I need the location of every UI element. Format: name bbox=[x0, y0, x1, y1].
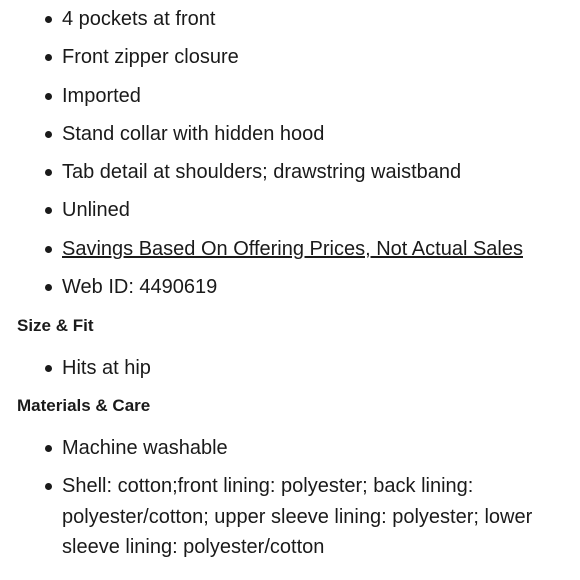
list-item bbox=[0, 195, 580, 226]
bullet-icon bbox=[45, 284, 52, 291]
list-item-text: Machine washable bbox=[62, 437, 228, 459]
list-item bbox=[0, 81, 580, 112]
list-item bbox=[0, 4, 580, 35]
bullet-icon bbox=[45, 246, 52, 253]
list-item-text: Hits at hip bbox=[62, 357, 151, 379]
list-item-text: Unlined bbox=[62, 199, 130, 222]
materials-care-list bbox=[0, 433, 580, 571]
bullet-icon bbox=[45, 365, 52, 372]
savings-disclaimer-link[interactable]: Savings Based On Offering Prices, Not Actual Sales bbox=[62, 237, 523, 260]
list-item bbox=[0, 42, 580, 73]
list-item-text: 4 pockets at front bbox=[62, 8, 216, 30]
list-item-savings bbox=[0, 234, 580, 265]
list-item-web-id bbox=[0, 272, 580, 303]
list-item-text: Front zipper closure bbox=[62, 46, 239, 69]
list-item-text: Stand collar with hidden hood bbox=[62, 122, 325, 145]
bullet-icon bbox=[45, 16, 52, 23]
size-fit-list bbox=[0, 353, 580, 384]
bullet-icon bbox=[45, 54, 52, 61]
list-item bbox=[0, 433, 580, 464]
list-item-text: Tab detail at shoulders; drawstring waistband bbox=[62, 161, 462, 184]
bullet-icon bbox=[45, 483, 52, 490]
web-id-text: Web ID: 4490619 bbox=[62, 276, 218, 299]
list-item-text: Imported bbox=[62, 84, 141, 107]
list-item bbox=[0, 471, 580, 563]
bullet-icon bbox=[45, 169, 52, 176]
list-item-text: Shell: cotton;front lining: polyester; back lining: polyester/cotton; upper sleeve lining: polyester; lower sleeve lining: polyester/cotton bbox=[62, 475, 533, 559]
list-item bbox=[0, 119, 580, 150]
details-list bbox=[0, 4, 580, 310]
list-item bbox=[0, 157, 580, 188]
bullet-icon bbox=[45, 207, 52, 214]
size-fit-heading: Size & Fit bbox=[17, 316, 94, 335]
list-item bbox=[0, 353, 580, 384]
bullet-icon bbox=[45, 93, 52, 100]
materials-care-heading: Materials & Care bbox=[17, 396, 151, 415]
bullet-icon bbox=[45, 445, 52, 452]
bullet-icon bbox=[45, 131, 52, 138]
